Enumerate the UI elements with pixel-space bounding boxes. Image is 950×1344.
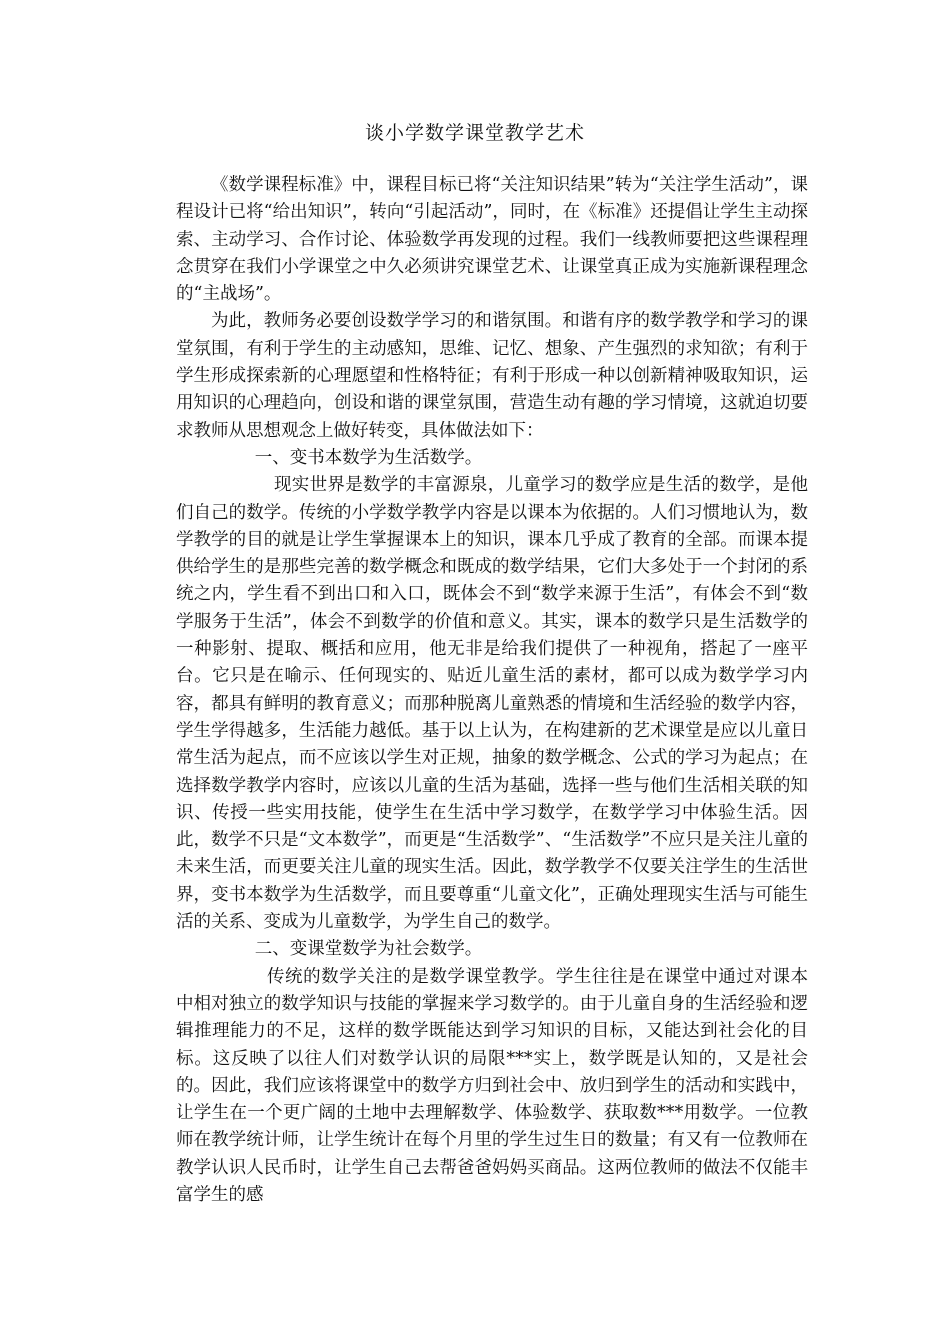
- document-body: [176, 172, 808, 1209]
- paragraph-intro: 《数学课程标准》中，课程目标已将“关注知识结果”转为“关注学生活动”，课程设计已将“给出知识”，转向“引起活动”，同时，在《标准》还提倡让学生主动探索、主动学习、合作讨论、体验数学再发现的过程。我们一线教师要把这些课程理念贯穿在我们小学课堂之中久必须讲究课堂艺术、让课堂真正成为实施新课程理念的“主战场”。: [176, 175, 808, 305]
- paragraph-life-math: 现实世界是数学的丰富源泉，儿童学习的数学应是生活的数学，是他们自己的数学。传统的小学数学教学内容是以课本为依据的。人们习惯地认为，数学教学的目的就是让学生掌握课本上的知识，课本几乎成了教育的全部。而课本提供给学生的是那些完善的数学概念和既成的数学结果，它们大多处于一个封闭的系统之内，学生看不到出口和入口，既体会不到“数学来源于生活”，有体会不到“数学服务于生活”，体会不到数学的价值和意义。其实，课本的数学只是生活数学的一种影射、提取、概括和应用，他无非是给我们提供了一种视角，搭起了一座平台。它只是在喻示、任何现实的、贴近儿童生活的素材，都可以成为数学学习内容，都具有鲜明的教育意义；而那种脱离儿童熟悉的情境和生活经验的数学内容，学生学得越多，生活能力越低。基于以上认为，在构建新的艺术课堂是应以儿童日常生活为起点，而不应该以学生对正规，抽象的数学概念、公式的学习为起点；在选择数学教学内容时，应该以儿童的生活为基础，选择一些与他们生活相关联的知识、传授一些实用技能，使学生在生活中学习数学，在数学学习中体验生活。因此，数学不只是“文本数学”，而更是“生活数学”、“生活数学”不应只是关注儿童的未来生活，而更要关注儿童的现实生活。因此，数学教学不仅要关注学生的生活世界，变书本数学为生活数学，而且要尊重“儿童文化”，正确处理现实生活与可能生活的关系、变成为儿童数学，为学生自己的数学。: [176, 475, 808, 933]
- paragraph-atmosphere: 为此，教师务必要创设数学学习的和谐氛围。和谐有序的数学教学和学习的课堂氛围，有利于学生的主动感知，思维、记忆、想象、产生强烈的求知欲；有利于学生形成探索新的心理愿望和性格特征；有利于形成一种以创新精神吸取知识，运用知识的心理趋向，创设和谐的课堂氛围，营造生动有趣的学习情境，这就迫切要求教师从思想观念上做好转变，具体做法如下：: [176, 311, 808, 441]
- document-title: 谈小学数学课堂教学艺术: [364, 122, 585, 144]
- section-heading-1: 一、变书本数学为生活数学。: [254, 447, 483, 468]
- section-heading-2: 二、变课堂数学为社会数学。: [254, 939, 483, 960]
- paragraph-social-math: 传统的数学关注的是数学课堂教学。学生往往是在课堂中通过对课本中相对独立的数学知识与技能的掌握来学习数学的。由于儿童自身的生活经验和逻辑推理能力的不足，这样的数学既能达到学习知识的目标，又能达到社会化的目标。这反映了以往人们对数学认识的局限***实上，数学既是认知的，又是社会的。因此，我们应该将课堂中的数学方归到社会中、放归到学生的活动和实践中，让学生在一个更广阔的土地中去理解数学、体验数学、获取数***用数学。一位教师在教学统计师，让学生统计在每个月里的学生过生日的数量；有又有一位教师在教学认识人民币时，让学生自己去帮爸爸妈妈买商品。这两位教师的做法不仅能丰富学生的感: [176, 966, 808, 1205]
